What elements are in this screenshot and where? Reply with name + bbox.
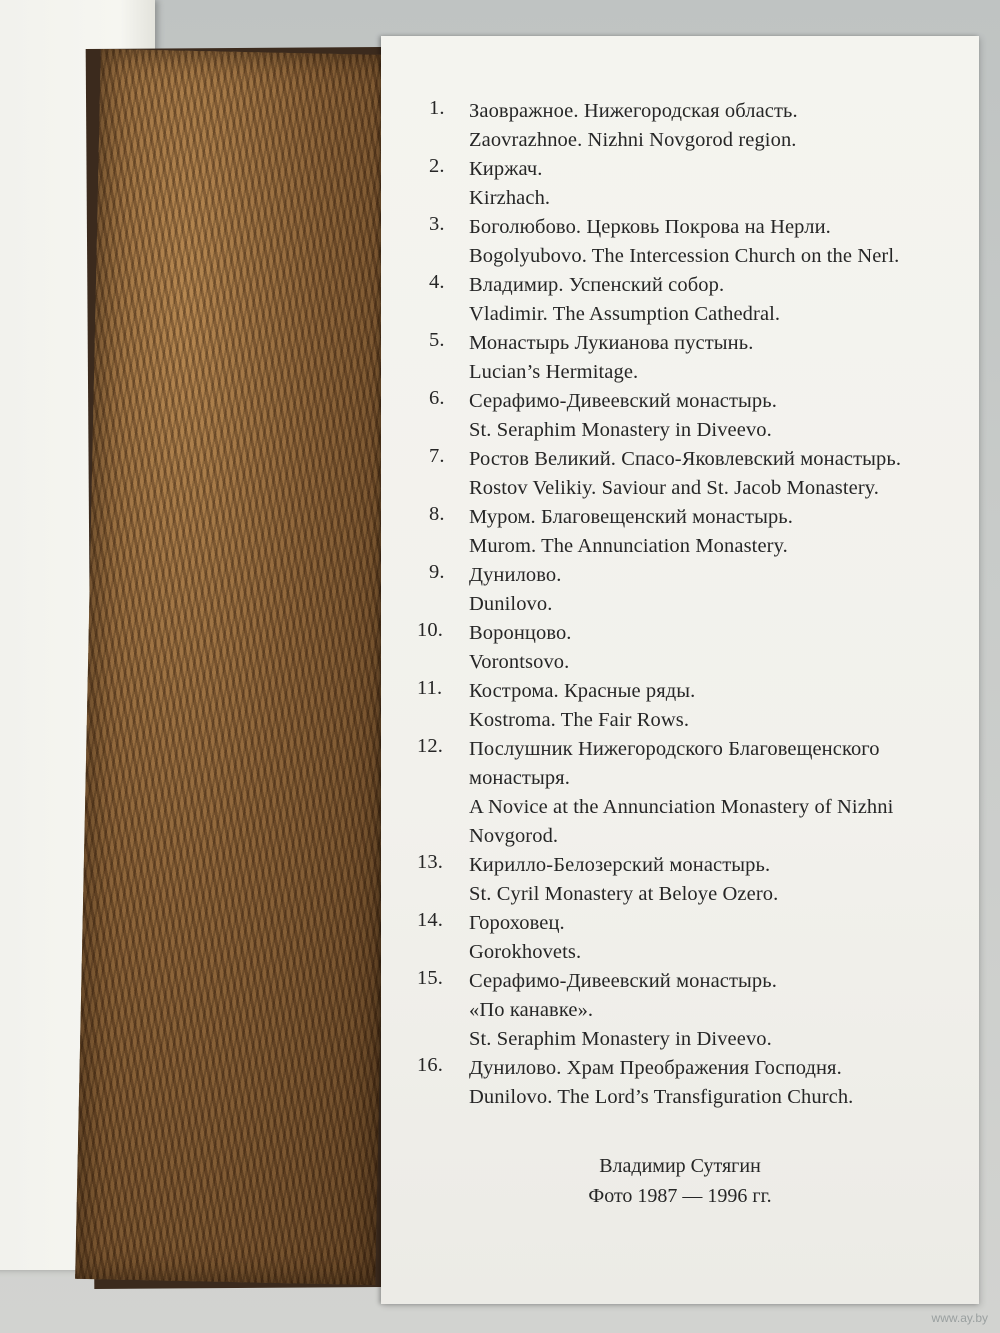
caption-line: Боголюбово. Церковь Покрова на Нерли.	[469, 216, 831, 238]
caption-line: Gorokhovets.	[469, 941, 582, 963]
caption-line: Bogolyubovo. The Intercession Church on the Nerl.	[469, 245, 900, 267]
caption-line: Rostov Velikiy. Saviour and St. Jacob Monastery.	[469, 477, 880, 499]
caption-line: Kostroma. The Fair Rows.	[469, 709, 690, 731]
caption-line: Воронцово.	[469, 622, 572, 644]
watermark: www.ay.by	[931, 1311, 988, 1325]
caption-number: 15.	[417, 967, 443, 989]
caption-line: Кострома. Красные ряды.	[469, 680, 696, 702]
photo-years: Фото 1987 — 1996 гг.	[588, 1185, 772, 1207]
caption-number: 12.	[417, 735, 443, 757]
caption-entry	[417, 445, 977, 503]
caption-number: 5.	[429, 329, 445, 351]
caption-line: St. Cyril Monastery at Beloye Ozero.	[469, 883, 779, 905]
caption-entry	[417, 213, 977, 271]
credits	[381, 1151, 979, 1211]
caption-number: 13.	[417, 851, 443, 873]
caption-number: 6.	[429, 387, 445, 409]
caption-line: Zaovrazhnoe. Nizhni Novgorod region.	[469, 129, 797, 151]
caption-line: A Novice at the Annunciation Monastery of Nizhni	[469, 796, 894, 818]
caption-entry	[417, 329, 977, 387]
caption-line: Dunilovo. The Lord’s Transfiguration Church.	[469, 1086, 854, 1108]
caption-line: «По канавке».	[469, 999, 594, 1021]
caption-line: Vorontsovo.	[469, 651, 570, 673]
caption-line: Муром. Благовещенский монастырь.	[469, 506, 793, 528]
caption-line: Дунилово.	[469, 564, 562, 586]
caption-line: St. Seraphim Monastery in Diveevo.	[469, 1028, 772, 1050]
caption-line: Монастырь Лукианова пустынь.	[469, 332, 754, 354]
caption-number: 10.	[417, 619, 443, 641]
caption-line: Серафимо-Дивеевский монастырь.	[469, 970, 777, 992]
caption-line: Lucian’s Hermitage.	[469, 361, 639, 383]
caption-line: Киржач.	[469, 158, 543, 180]
caption-line: Гороховец.	[469, 912, 565, 934]
caption-number: 14.	[417, 909, 443, 931]
caption-list	[417, 97, 977, 1112]
caption-entry	[417, 387, 977, 445]
caption-line: Дунилово. Храм Преображения Господня.	[469, 1057, 842, 1079]
caption-line: Kirzhach.	[469, 187, 551, 209]
caption-entry	[417, 155, 977, 213]
caption-line: St. Seraphim Monastery in Diveevo.	[469, 419, 772, 441]
caption-entry	[417, 97, 977, 155]
caption-entry	[417, 561, 977, 619]
caption-line: Murom. The Annunciation Monastery.	[469, 535, 788, 557]
caption-entry	[417, 967, 977, 1054]
caption-entry	[417, 851, 977, 909]
caption-line: Dunilovo.	[469, 593, 553, 615]
caption-number: 8.	[429, 503, 445, 525]
caption-number: 7.	[429, 445, 445, 467]
caption-number: 16.	[417, 1054, 443, 1076]
caption-line: Послушник Нижегородского Благовещенского	[469, 738, 880, 760]
caption-line: монастыря.	[469, 767, 570, 789]
caption-line: Novgorod.	[469, 825, 559, 847]
caption-line: Кирилло-Белозерский монастырь.	[469, 854, 771, 876]
caption-number: 2.	[429, 155, 445, 177]
caption-entry	[417, 735, 977, 851]
caption-number: 4.	[429, 271, 445, 293]
caption-entry	[417, 619, 977, 677]
caption-line: Владимир. Успенский собор.	[469, 274, 725, 296]
caption-line: Ростов Великий. Спасо-Яковлевский монастырь.	[469, 448, 902, 470]
caption-line: Заовражное. Нижегородская область.	[469, 100, 798, 122]
caption-entry	[417, 1054, 977, 1112]
caption-number: 11.	[417, 677, 443, 699]
caption-entry	[417, 677, 977, 735]
caption-number: 3.	[429, 213, 445, 235]
caption-number: 1.	[429, 97, 445, 119]
photographer-name: Владимир Сутягин	[599, 1155, 761, 1177]
caption-entry	[417, 271, 977, 329]
caption-line: Серафимо-Дивеевский монастырь.	[469, 390, 777, 412]
caption-entry	[417, 503, 977, 561]
caption-number: 9.	[429, 561, 445, 583]
caption-line: Vladimir. The Assumption Cathedral.	[469, 303, 781, 325]
caption-entry	[417, 909, 977, 967]
sepia-grass-photo	[75, 49, 401, 1285]
